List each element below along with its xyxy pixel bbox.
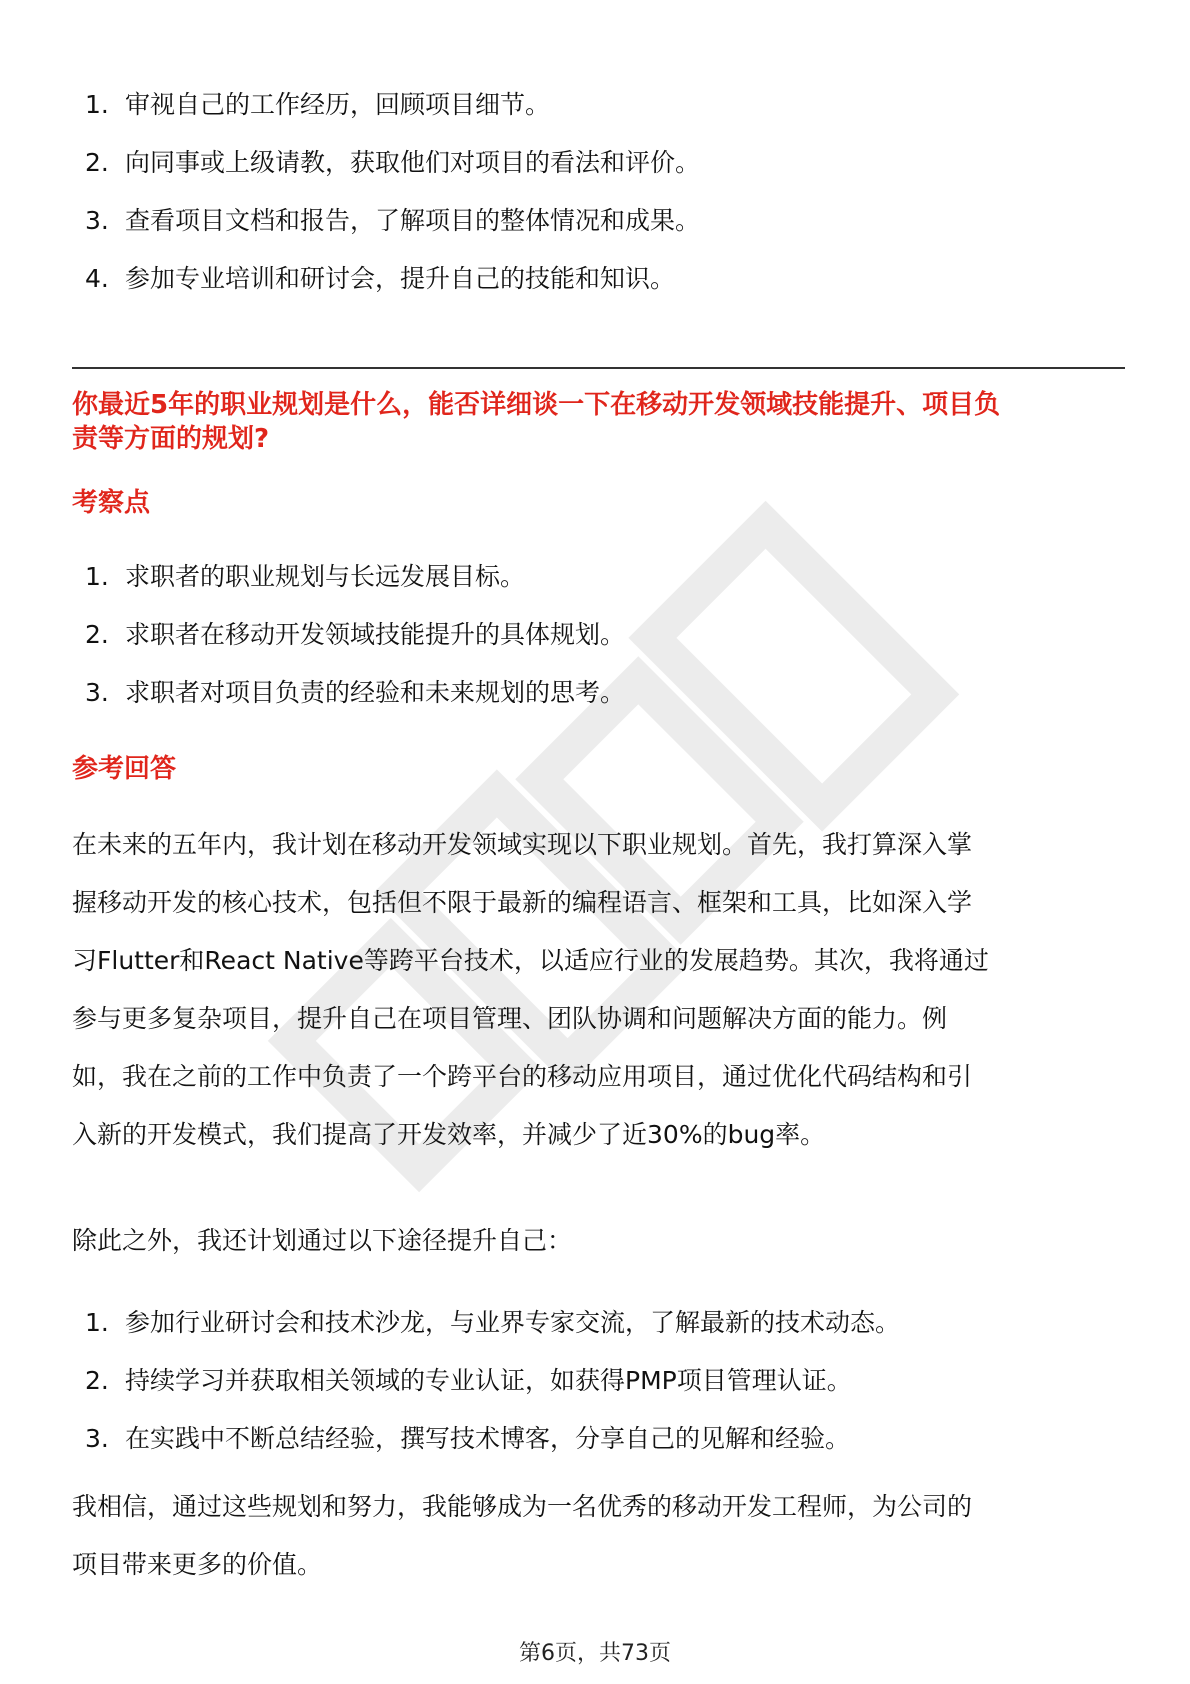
closing-paragraph: 我相信，通过这些规划和努力，我能够成为一名优秀的移动开发工程师，为公司的 项目带来更多的价值。 [72, 1492, 973, 1579]
list-item: 2. 持续学习并获取相关领域的专业认证，如获得PMP项目管理认证。 [85, 1366, 852, 1395]
list-item: 3. 求职者对项目负责的经验和未来规划的思考。 [85, 678, 626, 707]
answer-paragraph: 在未来的五年内，我计划在移动开发领域实现以下职业规划。首先，我打算深入掌 握移动开发的核心技术，包括但不限于最新的编程语言、框架和工具，比如深入学 习Flutter和React Native等跨平台技术，以适应行业的发展趋势。其次，我将通过 参与更多复杂项目，提升自己在项目管理、团队协调和问题解决方面的能力。例 如，我在之前的工作中负责了一个跨平台的移动应用项目，通过优化代码结构和引 入新的开发模式，我们提高了开发效率，并减少了近30%的bug率。 [72, 830, 989, 1149]
list-item: 2. 向同事或上级请教，获取他们对项目的看法和评价。 [85, 148, 701, 177]
list-item: 1. 审视自己的工作经历，回顾项目细节。 [85, 90, 551, 119]
list-item: 2. 求职者在移动开发领域技能提升的具体规划。 [85, 620, 626, 649]
inspection-points-list [85, 548, 1125, 722]
list-item: 3. 在实践中不断总结经验，撰写技术博客，分享自己的见解和经验。 [85, 1424, 851, 1453]
improvement-paths-list [85, 1294, 1125, 1468]
prior-steps-list [85, 76, 1125, 308]
answer-paragraph-2: 除此之外，我还计划通过以下途径提升自己： [72, 1226, 573, 1255]
reference-answer-label: 参考回答 [72, 754, 177, 784]
list-item: 1. 求职者的职业规划与长远发展目标。 [85, 562, 526, 591]
section-divider [72, 367, 1125, 369]
list-item: 1. 参加行业研讨会和技术沙龙，与业界专家交流，了解最新的技术动态。 [85, 1308, 901, 1337]
list-item: 4. 参加专业培训和研讨会，提升自己的技能和知识。 [85, 264, 676, 293]
interview-question-heading: 你最近5年的职业规划是什么，能否详细谈一下在移动开发领域技能提升、项目负 责等方面的规划? [72, 390, 1001, 454]
list-item: 3. 查看项目文档和报告，了解项目的整体情况和成果。 [85, 206, 701, 235]
inspection-points-label: 考察点 [72, 488, 151, 518]
page-number-footer: 第6页，共73页 [519, 1641, 671, 1666]
